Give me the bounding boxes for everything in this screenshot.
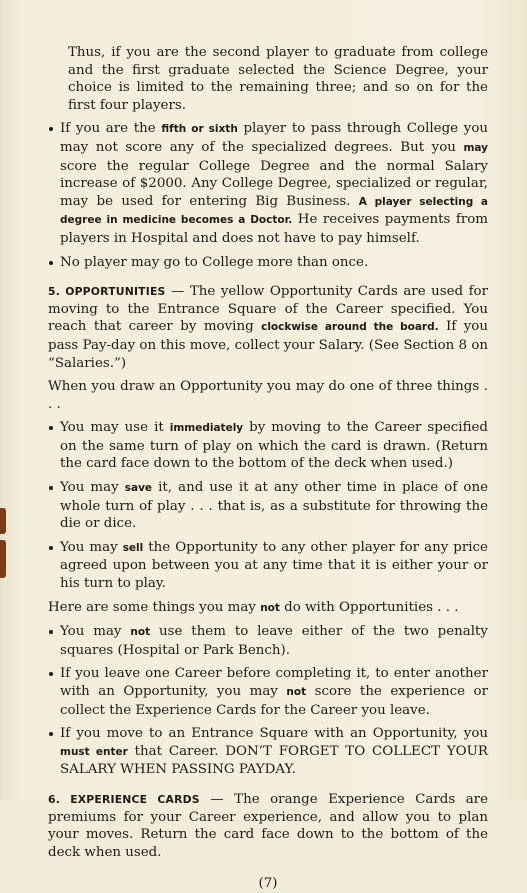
text-run: If you leave one Career before completing it, to enter another with an Opportunity, you may bbox=[60, 666, 488, 699]
section-heading-experience: 6. EXPERIENCE CARDS bbox=[48, 792, 200, 806]
bold-run: A player selecting a degree in medicine becomes a Doctor. bbox=[60, 195, 488, 227]
bold-run: must enter bbox=[60, 745, 128, 758]
text-run: If you are the bbox=[60, 121, 162, 137]
text-run: You may use it bbox=[60, 420, 170, 436]
text-run: You may bbox=[60, 539, 123, 555]
bold-run: sell bbox=[122, 541, 144, 554]
text-run: score the experience or collect the Experience Cards for the Career you leave. bbox=[60, 684, 489, 718]
text-run: — The yellow Opportunity Cards are used for moving to the Entrance Square of the Career specified. You reach that career by moving bbox=[48, 284, 488, 335]
bold-run: not bbox=[286, 686, 307, 698]
bold-run: clockwise around the board. bbox=[261, 321, 439, 334]
restriction-leave-career bbox=[48, 665, 488, 719]
opportunities-section bbox=[48, 283, 488, 372]
text-run: use them to leave either of the two penalty squares (Hospital or Park Bench). bbox=[60, 624, 489, 658]
bold-run: save bbox=[124, 482, 153, 495]
restriction-must-enter bbox=[48, 725, 488, 779]
text-run: Here are some things you may bbox=[48, 599, 261, 615]
opportunities-lead: When you draw an Opportunity you may do one of three things . . . bbox=[48, 379, 488, 412]
text-run: If you pass Pay-day on this move, collect your Salary. (See Section 8 on “Salaries.”) bbox=[48, 319, 488, 371]
document-body bbox=[48, 44, 488, 893]
restriction-penalty-squares bbox=[48, 623, 488, 659]
intro-paragraph: Thus, if you are the second player to graduate from college and the first graduate selected the Science Degree, your choice is limited to the remaining three; and so on for the first four players. bbox=[68, 45, 488, 113]
opportunity-option-sell bbox=[48, 539, 488, 593]
text-run: that Career. DON’T FORGET TO COLLECT YOUR SALARY WHEN PASSING PAYDAY. bbox=[60, 743, 488, 778]
text-run: the Opportunity to any other player for any price agreed upon between you at any time that it is either your or his turn to play. bbox=[60, 539, 488, 592]
opportunity-option-save bbox=[48, 479, 488, 533]
binding-mark-top bbox=[0, 508, 6, 534]
text-run: You may bbox=[60, 624, 131, 640]
text-run: If you move to an Entrance Square with an Opportunity, you bbox=[60, 726, 488, 742]
opportunity-option-immediately bbox=[48, 419, 488, 473]
bold-run: not bbox=[130, 626, 151, 639]
text-run: do with Opportunities . . . bbox=[279, 599, 459, 615]
bold-run: not bbox=[260, 601, 280, 614]
text-run: by moving to the Career specified on the same turn of play on which the card is drawn. (Return the card face down to the bottom of the deck when used.) bbox=[60, 420, 488, 472]
binding-mark-bottom bbox=[0, 540, 6, 578]
text-run: it, and use it at any other time in place of one whole turn of play . . . that is, as a substitute for throwing the die or dice. bbox=[60, 480, 488, 532]
bold-run: may bbox=[463, 141, 488, 154]
opportunities-restrictions-lead bbox=[48, 599, 488, 618]
experience-section bbox=[48, 791, 488, 861]
bold-run: immediately bbox=[169, 422, 244, 435]
text-run: score the regular College Degree and the normal Salary increase of $2000. Any College Degree, specialized or regular, may be used for entering Big Business. bbox=[60, 158, 488, 209]
text-run: You may bbox=[60, 480, 125, 496]
college-bullet-specialized bbox=[48, 120, 488, 247]
bold-run: fifth or sixth bbox=[161, 123, 238, 136]
text-run: player to pass through College you may not score any of the specialized degrees. But you bbox=[60, 121, 488, 155]
text-run: — The orange Experience Cards are premiums for your Career experience, and allow you to plan your moves. Return the card face down to the bottom of the deck when used. bbox=[48, 791, 488, 860]
section-heading-opportunities: 5. OPPORTUNITIES bbox=[48, 285, 166, 299]
text-run: He receives payments from players in Hospital and does not have to pay himself. bbox=[60, 212, 488, 246]
page-number: (7) bbox=[258, 876, 278, 892]
college-bullet-once: No player may go to College more than once. bbox=[48, 254, 488, 272]
